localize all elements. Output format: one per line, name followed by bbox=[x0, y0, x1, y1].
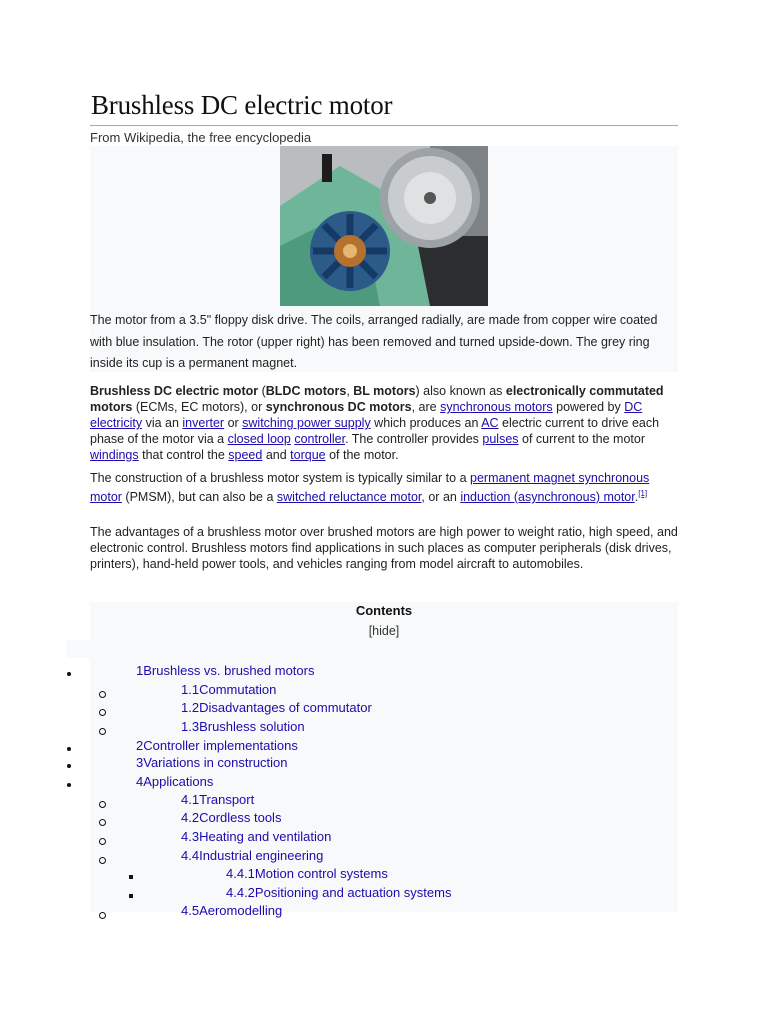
link-pulses[interactable]: pulses bbox=[482, 432, 519, 446]
toc-band bbox=[66, 640, 678, 658]
text: powered by bbox=[552, 400, 625, 414]
bullet-disc-icon bbox=[67, 783, 71, 787]
bullet-circle-icon bbox=[99, 709, 106, 716]
toc-item-label: Heating and ventilation bbox=[199, 829, 332, 844]
page-title: Brushless DC electric motor bbox=[91, 90, 393, 120]
link-controller[interactable]: controller bbox=[294, 432, 346, 446]
toc-item-number: 1.3 bbox=[181, 719, 200, 734]
link-synchronous-motors[interactable]: synchronous motors bbox=[440, 400, 553, 414]
toc-item-number: 1 bbox=[136, 663, 144, 678]
toc-item-number: 3 bbox=[136, 755, 144, 770]
bullet-circle-icon bbox=[99, 838, 106, 845]
text: of the motor. bbox=[325, 448, 399, 462]
bold-term: synchronous DC motors bbox=[265, 400, 412, 414]
toc-item-label: Industrial engineering bbox=[199, 848, 324, 863]
bullet-circle-icon bbox=[99, 691, 106, 698]
link-closed-loop[interactable]: closed loop bbox=[227, 432, 291, 446]
text: The construction of a brushless motor system is typically similar to a bbox=[90, 471, 470, 485]
link-ac[interactable]: AC bbox=[481, 416, 499, 430]
toc-item-label: Disadvantages of commutator bbox=[199, 700, 372, 715]
toc-item-number: 4.1 bbox=[181, 792, 200, 807]
toc-item-number: 1.2 bbox=[181, 700, 200, 715]
infobox bbox=[90, 146, 678, 372]
toc-item-label: Aeromodelling bbox=[199, 903, 283, 918]
bullet-circle-icon bbox=[99, 912, 106, 919]
toc-item[interactable] bbox=[181, 792, 254, 810]
intro-paragraph bbox=[90, 383, 678, 463]
bullet-square-icon bbox=[129, 894, 133, 898]
toc-item[interactable] bbox=[226, 885, 451, 903]
toc-item[interactable] bbox=[181, 719, 305, 737]
toc-item-number: 4.3 bbox=[181, 829, 200, 844]
text: , or an bbox=[421, 490, 461, 505]
toc-item[interactable] bbox=[136, 755, 288, 773]
bullet-disc-icon bbox=[67, 672, 71, 676]
title-divider bbox=[90, 125, 678, 126]
motor-photo[interactable] bbox=[280, 146, 488, 306]
image-caption: The motor from a 3.5" floppy disk drive. The coils, arranged radially, are made from copper wire coated with blue insulation. The rotor (upper right) has been removed and turned upside-down. The grey ring inside its cup is a permanent magnet. bbox=[90, 313, 658, 370]
text: and bbox=[262, 448, 291, 462]
reference-link[interactable]: [1] bbox=[638, 489, 648, 498]
link-dc[interactable]: DC bbox=[624, 400, 643, 414]
toc-item[interactable] bbox=[181, 810, 281, 828]
link-windings[interactable]: windings bbox=[90, 448, 139, 462]
toc-item-label: Controller implementations bbox=[143, 738, 298, 753]
construction-paragraph bbox=[90, 470, 678, 505]
toc-item-label: Variations in construction bbox=[143, 755, 288, 770]
text: , bbox=[346, 384, 354, 398]
advantages-paragraph: The advantages of a brushless motor over brushed motors are high power to weight ratio, high speed, and electronic control. Brushless motors find applications in such places as computer peripherals (disk drives, printers), hand-held power tools, and vehicles ranging from model aircraft to automobiles. bbox=[90, 525, 678, 571]
toc-item-number: 4 bbox=[136, 774, 144, 789]
text: ) also known as bbox=[415, 384, 506, 398]
toc-item-label: Applications bbox=[143, 774, 214, 789]
bullet-circle-icon bbox=[99, 801, 106, 808]
site-subtitle: From Wikipedia, the free encyclopedia bbox=[90, 130, 312, 145]
toc-item-label: Cordless tools bbox=[199, 810, 282, 825]
toc-item-number: 4.4 bbox=[181, 848, 200, 863]
text: electric current to drive each phase of the motor via a bbox=[90, 416, 660, 446]
text: . bbox=[634, 490, 639, 505]
toc-item-number: 4.4.1 bbox=[226, 866, 255, 881]
link-switching-power-supply[interactable]: switching power supply bbox=[242, 416, 371, 430]
toc-item-number: 2 bbox=[136, 738, 144, 753]
text: or bbox=[224, 416, 243, 430]
bullet-circle-icon bbox=[99, 857, 106, 864]
toc-item[interactable] bbox=[136, 738, 298, 756]
toc-item-number: 1.1 bbox=[181, 682, 200, 697]
toc-item-number: 4.5 bbox=[181, 903, 200, 918]
text: of current to the motor bbox=[518, 432, 645, 446]
toc-item[interactable] bbox=[136, 774, 213, 792]
bold-term: BL motors bbox=[353, 384, 416, 398]
link-torque[interactable]: torque bbox=[290, 448, 326, 462]
toc-item-label: Motion control systems bbox=[254, 866, 388, 881]
bullet-circle-icon bbox=[99, 728, 106, 735]
toc-item[interactable] bbox=[181, 829, 331, 847]
text: ( bbox=[258, 384, 266, 398]
toc-item[interactable] bbox=[136, 663, 314, 681]
toc-item-number: 4.4.2 bbox=[226, 885, 255, 900]
text: (PMSM), but can also be a bbox=[121, 490, 277, 505]
toc-title: Contents bbox=[355, 603, 413, 618]
toc-item-number: 4.2 bbox=[181, 810, 200, 825]
toc-item[interactable] bbox=[181, 848, 323, 866]
text: via an bbox=[142, 416, 183, 430]
bold-term: Brushless DC electric motor bbox=[90, 384, 259, 398]
text: that control the bbox=[138, 448, 229, 462]
link-inverter[interactable]: inverter bbox=[182, 416, 225, 430]
bullet-circle-icon bbox=[99, 819, 106, 826]
bold-term: electronically commutated motors bbox=[90, 384, 664, 414]
toc-item-label: Brushless solution bbox=[199, 719, 305, 734]
bullet-square-icon bbox=[129, 875, 133, 879]
toc-item[interactable] bbox=[181, 682, 276, 700]
toc-item[interactable] bbox=[181, 903, 282, 921]
toc-hide-toggle[interactable]: [hide] bbox=[368, 624, 400, 638]
link-speed[interactable]: speed bbox=[228, 448, 263, 462]
link-switched-reluctance-motor[interactable]: switched reluctance motor bbox=[276, 490, 422, 505]
toc-item-label: Brushless vs. brushed motors bbox=[143, 663, 315, 678]
bold-term: BLDC motors bbox=[265, 384, 347, 398]
text: which produces an bbox=[370, 416, 482, 430]
bullet-disc-icon bbox=[67, 747, 71, 751]
text: , are bbox=[411, 400, 441, 414]
toc-item-label: Commutation bbox=[199, 682, 277, 697]
text: (ECMs, EC motors), or bbox=[132, 400, 266, 414]
link-pmsm[interactable]: permanent magnet synchronous motor bbox=[90, 471, 650, 505]
bullet-disc-icon bbox=[67, 764, 71, 768]
link-induction-motor[interactable]: induction (asynchronous) motor bbox=[460, 490, 635, 505]
toc-item-label: Positioning and actuation systems bbox=[254, 885, 452, 900]
toc-item[interactable] bbox=[226, 866, 388, 884]
link-electricity[interactable]: electricity bbox=[90, 416, 143, 430]
toc-item-label: Transport bbox=[199, 792, 255, 807]
toc-item[interactable] bbox=[181, 700, 372, 718]
text: . The controller provides bbox=[345, 432, 483, 446]
